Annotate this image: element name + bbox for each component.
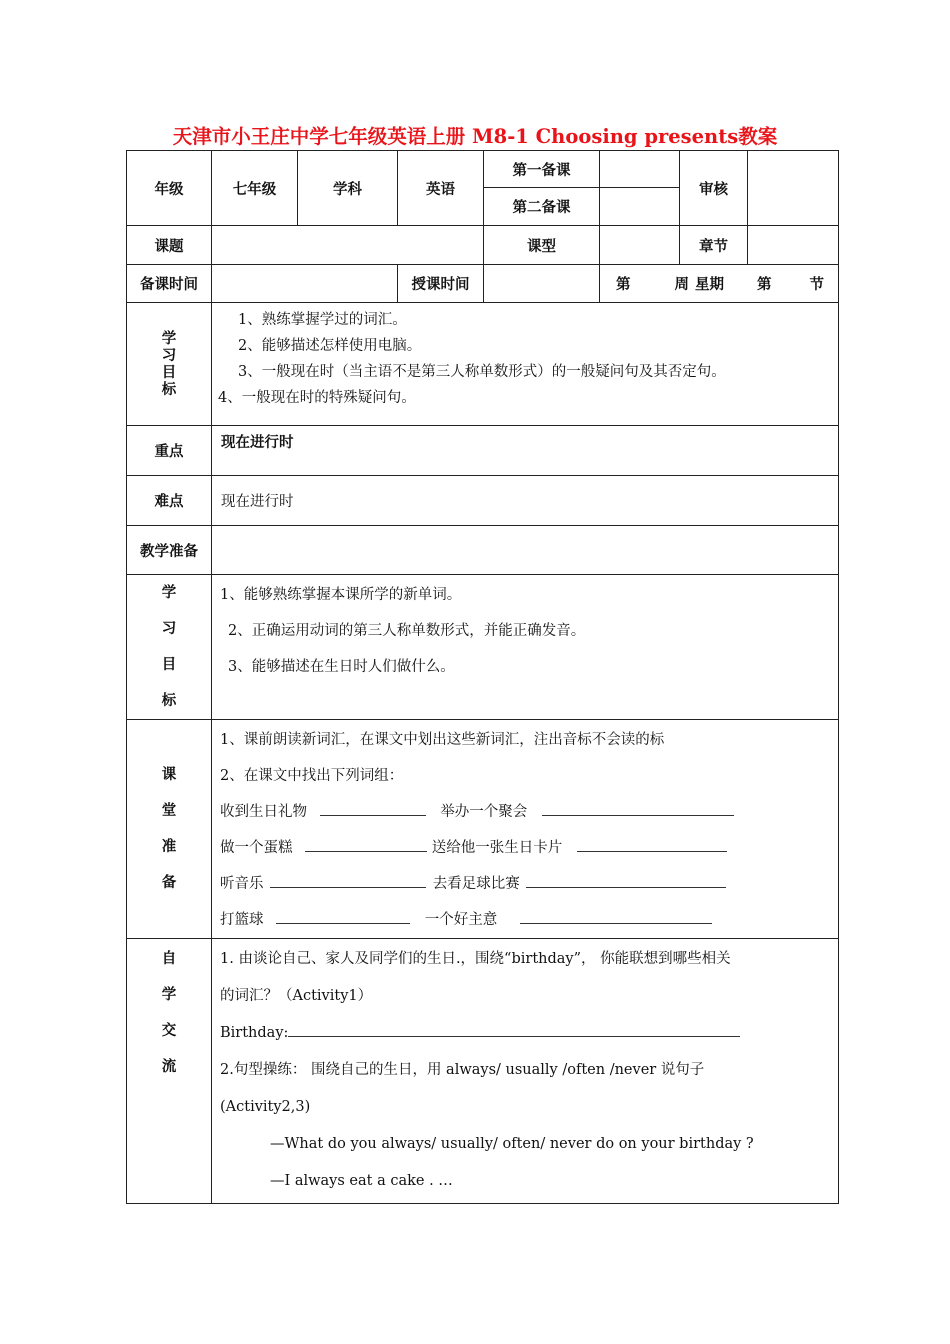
phrase-blank[interactable] bbox=[577, 839, 727, 852]
self-study-q2: 2.句型操练： 围绕自己的生日，用 always/ usually /often /never 说句子 bbox=[220, 1062, 705, 1078]
first-prep-label: 第一备课 bbox=[484, 151, 600, 188]
self-study-char-4: 流 bbox=[161, 1058, 177, 1075]
objective-item: 1、熟练掌握学过的词汇。 bbox=[238, 312, 407, 328]
learning-goal-item: 3、能够描述在生日时人们做什么。 bbox=[228, 659, 455, 675]
class-prep-char-1: 课 bbox=[161, 766, 177, 783]
phrase-row bbox=[220, 830, 838, 866]
phrase-blank[interactable] bbox=[526, 875, 726, 888]
phrase-row bbox=[220, 866, 838, 902]
learning-goal-item: 1、能够熟练掌握本课所学的新单词。 bbox=[220, 587, 462, 603]
self-study-q1: 1. 由谈论自己、家人及同学们的生日.，围绕“birthday”， 你能联想到哪些相关 bbox=[220, 951, 731, 967]
learning-goals-char-3: 目 bbox=[161, 656, 177, 673]
period-suffix: 节 bbox=[809, 276, 824, 293]
week-suffix: 周 bbox=[674, 276, 689, 293]
phrase-row bbox=[220, 794, 838, 830]
class-prep-char-3: 准 bbox=[161, 838, 177, 855]
class-prep-label bbox=[127, 720, 212, 939]
preparation-value bbox=[212, 526, 839, 575]
review-label: 审核 bbox=[680, 151, 748, 226]
class-prep-content bbox=[212, 720, 839, 939]
self-study-content bbox=[212, 939, 839, 1204]
chapter-label: 章节 bbox=[680, 226, 748, 265]
phrase-label: 去看足球比赛 bbox=[432, 876, 520, 892]
phrase-row bbox=[220, 902, 838, 938]
phrase-label: 收到生日礼物 bbox=[220, 804, 307, 820]
objectives-char-3: 目 bbox=[161, 364, 177, 381]
difficulty-label: 难点 bbox=[127, 476, 212, 526]
second-prep-label: 第二备课 bbox=[484, 188, 600, 226]
key-point-text bbox=[212, 426, 839, 476]
phrase-label: 举办一个聚会 bbox=[440, 804, 528, 820]
dialog-line-1: —What do you always/ usually/ often/ never do on your birthday ? bbox=[270, 1136, 754, 1152]
learning-goals-content bbox=[212, 575, 839, 720]
topic-label: 课题 bbox=[127, 226, 212, 265]
phrase-blank[interactable] bbox=[320, 803, 426, 816]
learning-goals-label bbox=[127, 575, 212, 720]
lesson-type-value bbox=[600, 226, 680, 265]
learning-goals-char-1: 学 bbox=[161, 584, 177, 601]
key-point-value: 现在进行时 bbox=[221, 434, 294, 451]
self-study-char-1: 自 bbox=[161, 950, 177, 967]
phrase-label: 一个好主意 bbox=[424, 912, 498, 928]
prep-time-label: 备课时间 bbox=[127, 265, 212, 303]
topic-value bbox=[212, 226, 484, 265]
birthday-row bbox=[220, 1015, 838, 1052]
difficulty-text bbox=[212, 476, 839, 526]
learning-goals-char-2: 习 bbox=[161, 620, 177, 637]
phrase-label: 打篮球 bbox=[220, 912, 264, 928]
self-study-char-3: 交 bbox=[161, 1022, 177, 1039]
subject-label: 学科 bbox=[298, 151, 398, 226]
phrase-label: 送给他一张生日卡片 bbox=[431, 840, 563, 856]
phrase-label: 听音乐 bbox=[220, 876, 264, 892]
birthday-blank[interactable] bbox=[288, 1024, 740, 1037]
first-prep-value bbox=[600, 151, 680, 188]
phrase-blank[interactable] bbox=[276, 911, 410, 924]
grade-label: 年级 bbox=[127, 151, 212, 226]
prep-time-value bbox=[212, 265, 398, 303]
self-study-char-2: 学 bbox=[161, 986, 177, 1003]
week-period-cell bbox=[600, 265, 839, 303]
phrase-blank[interactable] bbox=[520, 911, 712, 924]
objectives-char-4: 标 bbox=[161, 381, 177, 398]
difficulty-value: 现在进行时 bbox=[221, 494, 294, 510]
key-point-label: 重点 bbox=[127, 426, 212, 476]
objective-item: 4、一般现在时的特殊疑问句。 bbox=[218, 390, 416, 406]
second-prep-value bbox=[600, 188, 680, 226]
review-value bbox=[748, 151, 839, 226]
objectives-char-2: 习 bbox=[161, 347, 177, 364]
lesson-type-label: 课型 bbox=[484, 226, 600, 265]
week-label: 第 bbox=[616, 276, 631, 293]
phrase-label: 做一个蛋糕 bbox=[220, 840, 293, 856]
objective-item: 2、能够描述怎样使用电脑。 bbox=[238, 338, 422, 354]
document-title: 天津市小王庄中学七年级英语上册 M8-1 Choosing presents教案 bbox=[172, 125, 778, 148]
class-prep-char-2: 堂 bbox=[161, 802, 177, 819]
lesson-plan-table bbox=[126, 150, 839, 1204]
weekday-label: 星期 bbox=[695, 276, 724, 293]
dialog-line-2: —I always eat a cake . … bbox=[270, 1173, 453, 1189]
teach-time-label: 授课时间 bbox=[398, 265, 484, 303]
preparation-label: 教学准备 bbox=[127, 526, 212, 575]
phrase-blank[interactable] bbox=[270, 875, 426, 888]
chapter-value bbox=[748, 226, 839, 265]
objectives-label bbox=[127, 303, 212, 426]
self-study-q2b: (Activity2,3) bbox=[220, 1099, 311, 1115]
objectives-char-1: 学 bbox=[161, 330, 177, 347]
teach-time-value bbox=[484, 265, 600, 303]
self-study-q1b: 的词汇？（Activity1） bbox=[220, 988, 373, 1004]
phrase-blank[interactable] bbox=[305, 839, 427, 852]
class-prep-line1: 1、课前朗读新词汇，在课文中划出这些新词汇，注出音标不会读的标 bbox=[220, 732, 665, 748]
birthday-label: Birthday: bbox=[220, 1025, 289, 1041]
self-study-label bbox=[127, 939, 212, 1204]
grade-value: 七年级 bbox=[212, 151, 298, 226]
subject-value: 英语 bbox=[398, 151, 484, 226]
objectives-content bbox=[212, 303, 839, 426]
class-prep-char-4: 备 bbox=[161, 874, 177, 891]
period-label: 第 bbox=[757, 276, 772, 293]
phrase-blank[interactable] bbox=[542, 803, 734, 816]
learning-goal-item: 2、正确运用动词的第三人称单数形式，并能正确发音。 bbox=[228, 623, 586, 639]
objective-item: 3、一般现在时（当主语不是第三人称单数形式）的一般疑问句及其否定句。 bbox=[238, 364, 726, 380]
learning-goals-char-4: 标 bbox=[161, 692, 177, 709]
class-prep-line2: 2、在课文中找出下列词组： bbox=[220, 768, 404, 784]
